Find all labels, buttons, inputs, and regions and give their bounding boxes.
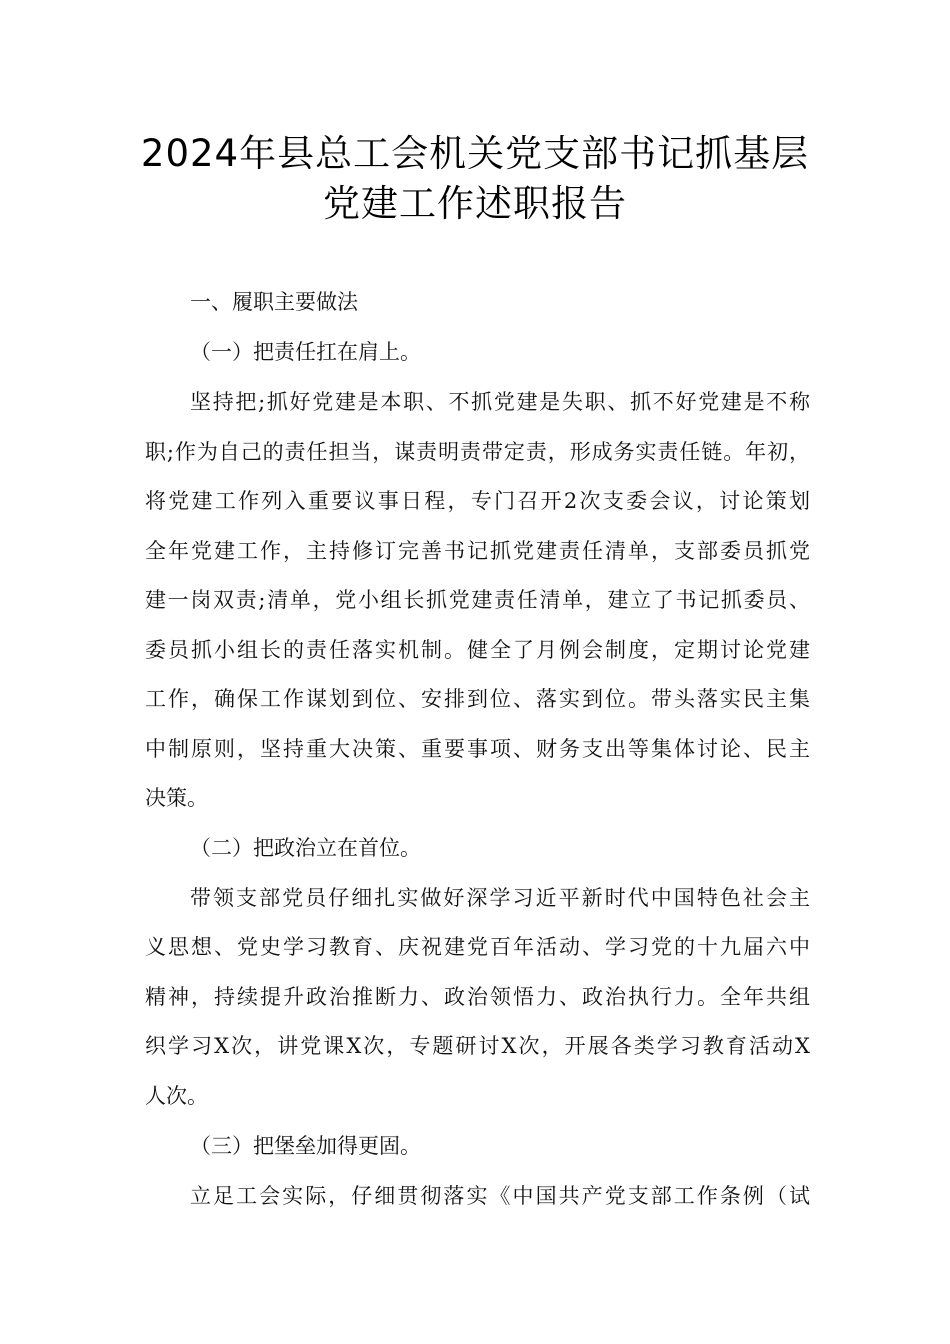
- paragraph-line: 全年党建工作，主持修订完善书记抓党建责任清单，支部委员抓党: [145, 539, 810, 563]
- paragraph-line: 将党建工作列入重要议事日程，专门召开2次支委会议，讨论策划: [145, 489, 810, 513]
- paragraph-line: 中制原则，坚持重大决策、重要事项、财务支出等集体讨论、民主: [145, 737, 810, 761]
- paragraph-line: 人次。: [145, 1084, 208, 1108]
- document-title-line-2: 党建工作述职报告: [323, 182, 627, 225]
- document-title-line-1: 2024年县总工会机关党支部书记抓基层: [140, 132, 810, 175]
- paragraph-line: 精神，持续提升政治推断力、政治领悟力、政治执行力。全年共组: [145, 985, 810, 1009]
- paragraph-line: 带领支部党员仔细扎实做好深学习近平新时代中国特色社会主: [190, 886, 810, 910]
- paragraph-line: 决策。: [145, 786, 208, 810]
- paragraph-line: 织学习X次，讲党课X次，专题研讨X次，开展各类学习教育活动X: [145, 1034, 810, 1058]
- paragraph-line: 建一岗双责;清单，党小组长抓党建责任清单，建立了书记抓委员、: [145, 588, 810, 612]
- paragraph-line: 坚持把;抓好党建是本职、不抓党建是失职、抓不好党建是不称: [190, 390, 810, 414]
- paragraph-line: 立足工会实际，仔细贯彻落实《中国共产党支部工作条例（试: [190, 1184, 810, 1208]
- subsection-heading: （一）把责任扛在肩上。: [190, 340, 421, 364]
- paragraph-line: 职;作为自己的责任担当，谋责明责带定责，形成务实责任链。年初，: [145, 440, 810, 464]
- document-body: [145, 0, 810, 1344]
- section-heading: 一、履职主要做法: [190, 290, 358, 314]
- subsection-heading: （三）把堡垒加得更固。: [190, 1134, 421, 1158]
- paragraph-line: 义思想、党史学习教育、庆祝建党百年活动、学习党的十九届六中: [145, 935, 810, 959]
- paragraph-line: 工作，确保工作谋划到位、安排到位、落实到位。带头落实民主集: [145, 687, 810, 711]
- subsection-heading: （二）把政治立在首位。: [190, 836, 421, 860]
- paragraph-line: 委员抓小组长的责任落实机制。健全了月例会制度，定期讨论党建: [145, 638, 810, 662]
